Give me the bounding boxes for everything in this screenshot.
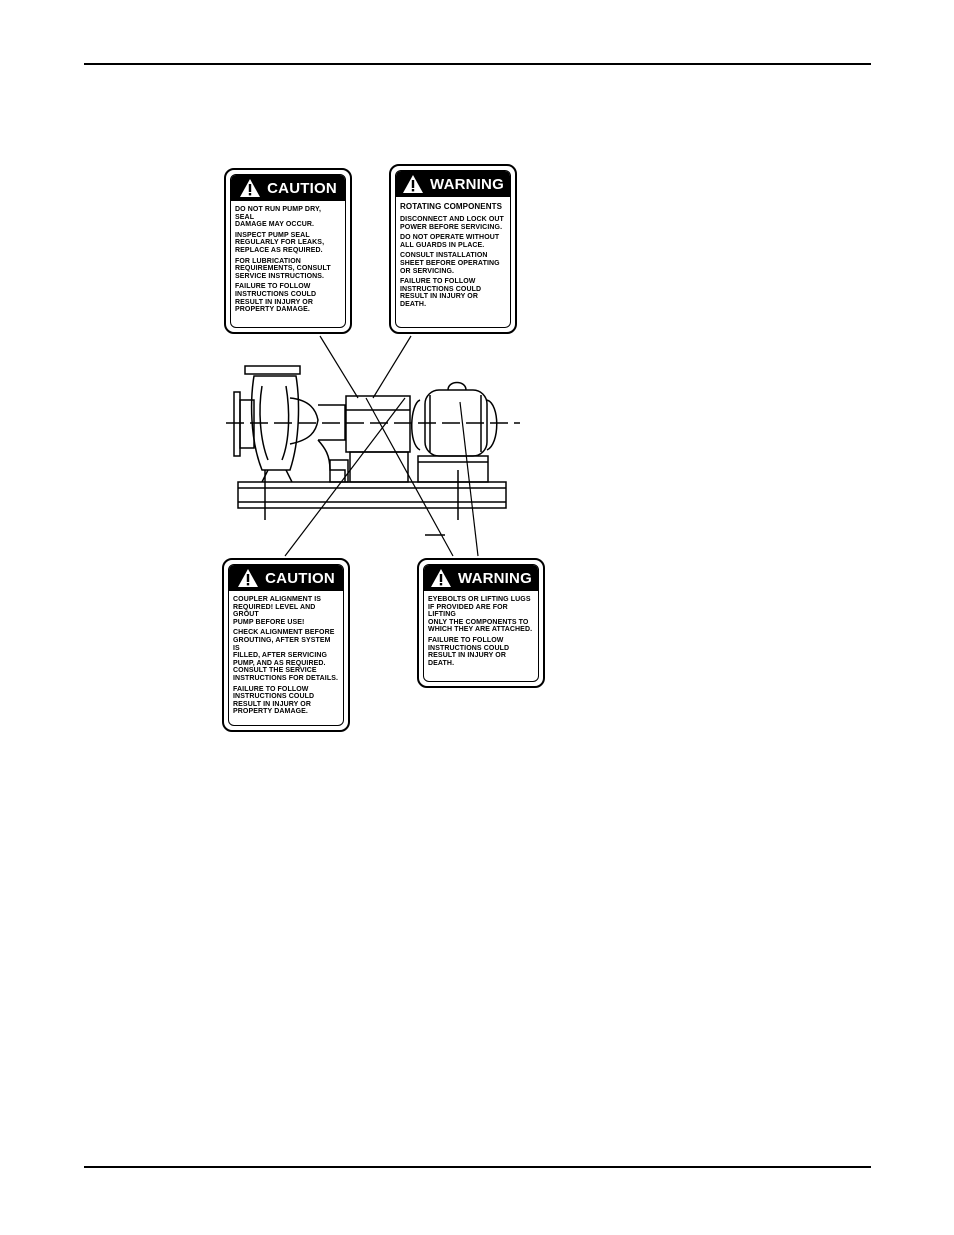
caution-label-seal [224,168,352,334]
exclamation-triangle-icon [430,568,452,588]
label-title: CAUTION [267,179,337,197]
warning-header [396,171,510,197]
label-title: WARNING [458,569,532,587]
label-text: DISCONNECT AND LOCK OUT POWER BEFORE SERVICING. [400,216,504,231]
motor [412,383,497,483]
pump-casing [234,366,318,482]
warning-header [424,565,538,591]
label-title: CAUTION [265,569,335,587]
exclamation-triangle-icon [402,174,424,194]
label-text: COUPLER ALIGNMENT IS REQUIRED! LEVEL AND GROUT PUMP BEFORE USE! [233,596,322,626]
exclamation-triangle-icon [239,178,261,198]
label-text: CHECK ALIGNMENT BEFORE GROUTING, AFTER SYSTEM IS FILLED, AFTER SERVICING PUMP, AND AS REQUIRED. CONSULT THE SERVICE INSTRUCTIONS FOR DETAILS. [233,629,339,682]
label-text: DO NOT RUN PUMP DRY, SEAL DAMAGE MAY OCCUR. [235,206,322,229]
caution-label-alignment [222,558,350,732]
label-text: FAILURE TO FOLLOW INSTRUCTIONS COULD RESULT IN INJURY OR DEATH. [400,278,482,308]
label-text: DO NOT OPERATE WITHOUT ALL GUARDS IN PLACE. [400,234,500,249]
caution-header [229,565,343,591]
label-title: WARNING [430,175,504,193]
label-text: INSPECT PUMP SEAL REGULARLY FOR LEAKS, REPLACE AS REQUIRED. [235,231,325,254]
exclamation-triangle-icon [237,568,259,588]
label-text: FOR LUBRICATION REQUIREMENTS, CONSULT SERVICE INSTRUCTIONS. [235,257,331,280]
label-text: FAILURE TO FOLLOW INSTRUCTIONS COULD RESULT IN INJURY OR PROPERTY DAMAGE. [233,685,315,716]
label-text: FAILURE TO FOLLOW INSTRUCTIONS COULD RESULT IN INJURY OR DEATH. [428,636,510,667]
label-subtitle: ROTATING COMPONENTS [400,202,503,211]
caution-header [231,175,345,201]
base-frame [238,470,506,535]
label-text: EYEBOLTS OR LIFTING LUGS IF PROVIDED ARE FOR LIFTING ONLY THE COMPONENTS TO WHICH THEY ARE ATTACHED. [428,596,533,634]
warning-label-lifting [417,558,545,688]
label-text: CONSULT INSTALLATION SHEET BEFORE OPERATING OR SERVICING. [400,252,500,275]
label-text: FAILURE TO FOLLOW INSTRUCTIONS COULD RESULT IN INJURY OR PROPERTY DAMAGE. [235,283,317,314]
warning-label-rotating [389,164,517,334]
leader-lines [285,336,478,556]
